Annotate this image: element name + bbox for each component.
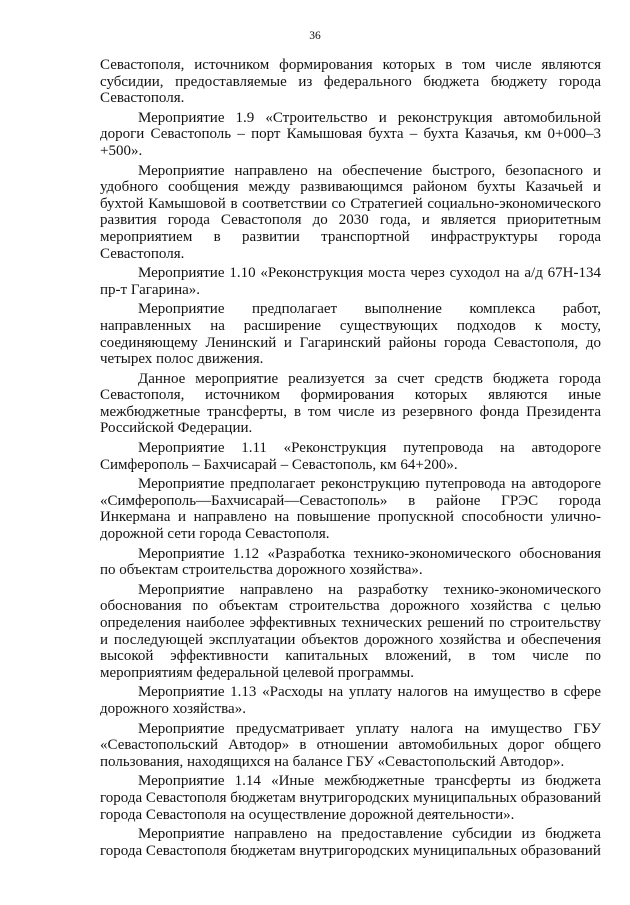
paragraph-continuation: Севастополя, источником формирования которых в том числе являются субсидии, предоставляемые из федерального бюджета бюджету города Севастополя. [100,57,601,107]
page-number: 36 [309,30,321,42]
paragraph-measure-1-14-title: Мероприятие 1.14 «Иные межбюджетные трансферты из бюджета города Севастополя бюджетам внутригородских муниципальных образований города Севастополя на осуществление дорожной деятельности». [100,773,601,823]
paragraph-measure-1-11-description: Мероприятие предполагает реконструкцию путепровода на автодороге «Симферополь—Бахчисарай—Севастополь» в районе ГРЭС города Инкермана и направлено на повышение пропускной способности улично-дорожной сети города Севастополя. [100,476,601,543]
paragraph-measure-1-9-description: Мероприятие направлено на обеспечение быстрого, безопасного и удобного сообщения между развивающимся районом бухты Казачьей и бухтой Камышовой в соответствии со Стратегией социально-экономического развития города Севастополя до 2030 года, и является приоритетным мероприятием в развитии транспортной инфраструктуры города Севастополя. [100,162,601,262]
paragraph-measure-1-12-description: Мероприятие направлено на разработку технико-экономического обоснования по объектам строительства дорожного хозяйства с целью определения наиболее эффективных технических решений по строительству и последующей эксплуатации объектов дорожного хозяйства и обеспечения высокой эффективности капитальных вложений, в том числе по мероприятиям федеральной целевой программы. [100,581,601,681]
paragraph-measure-1-13-title: Мероприятие 1.13 «Расходы на уплату налогов на имущество в сфере дорожного хозяйства». [100,684,601,717]
paragraph-measure-1-10-title: Мероприятие 1.10 «Реконструкция моста через суходол на а/д 67Н-134 пр-т Гагарина». [100,265,601,298]
paragraph-measure-1-12-title: Мероприятие 1.12 «Разработка технико-экономического обоснования по объектам строительства дорожного хозяйства». [100,545,601,579]
paragraph-measure-1-10-funding: Данное мероприятие реализуется за счет средств бюджета города Севастополя, источником формирования которых являются иные межбюджетные трансферты, в том числе из резервного фонда Президента Российской Федерации. [100,370,601,437]
paragraph-measure-1-10-description: Мероприятие предполагает выполнение комплекса работ, направленных на расширение существующих подходов к мосту, соединяющему Ленинский и Гагаринский районы города Севастополя, до четырех полос движения. [100,301,601,368]
body-text [100,57,601,862]
paragraph-measure-1-13-description: Мероприятие предусматривает уплату налога на имущество ГБУ «Севастопольский Автодор» в отношении автомобильных дорог общего пользования, находящихся на балансе ГБУ «Севастопольский Автодор». [100,720,601,770]
paragraph-measure-1-9-title: Мероприятие 1.9 «Строительство и реконструкция автомобильной дороги Севастополь – порт Камышовая бухта – бухта Казачья, км 0+000–3 +500». [100,109,601,159]
paragraph-measure-1-14-description: Мероприятие направлено на предоставление субсидии из бюджета города Севастополя бюджетам внутригородских муниципальных образований [100,826,601,859]
paragraph-measure-1-11-title: Мероприятие 1.11 «Реконструкция путепровода на автодороге Симферополь – Бахчисарай – Севастополь, км 64+200». [100,440,601,473]
